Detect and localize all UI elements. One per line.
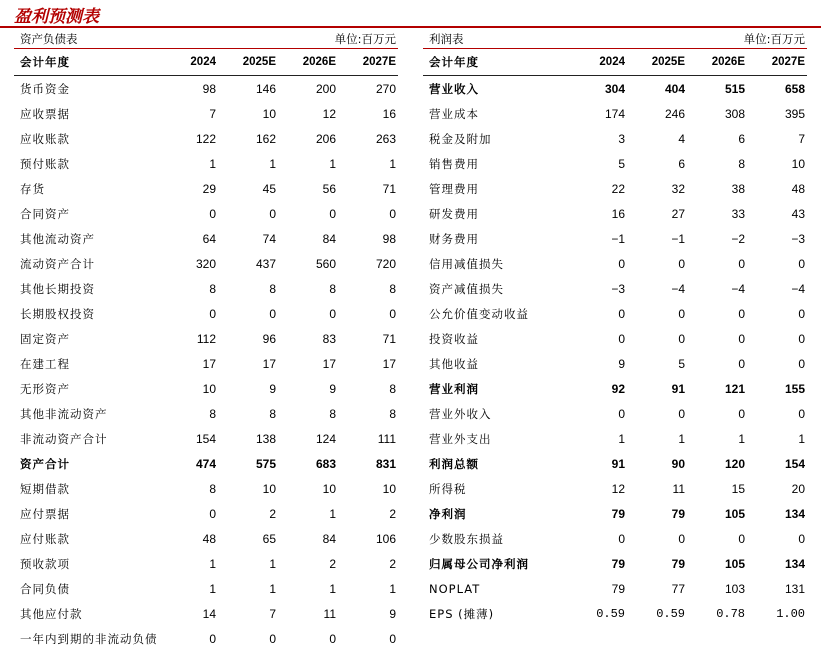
row-value: 12 [611,481,625,496]
row-value: 122 [195,131,216,146]
header-col: 2026E [302,56,336,68]
table-row [14,351,398,376]
row-label: 其他长期投资 [20,281,95,296]
row-value: 0 [738,356,745,371]
row-value: 1 [329,156,336,171]
header-col: 2025E [242,56,276,68]
row-value: 0 [678,406,685,421]
table-row [14,601,398,626]
row-value: 8 [389,406,396,421]
table-row [423,601,807,626]
row-value: 112 [196,331,216,346]
row-value: 8 [209,281,216,296]
income-statement-table [423,28,807,626]
row-value: 120 [724,456,745,471]
table-row [14,376,398,401]
row-label: 营业收入 [429,81,479,96]
row-value: 84 [322,231,336,246]
table-row [423,426,807,451]
table-row [423,176,807,201]
row-value: 20 [791,481,805,496]
table-row [423,576,807,601]
row-label: 营业成本 [429,106,479,121]
caption-label: 资产负债表 [20,32,78,46]
row-value: 2 [269,506,276,521]
row-value: 0 [269,306,276,321]
row-value: 134 [784,556,805,571]
row-value: 8 [738,156,745,171]
row-value: 111 [377,431,396,446]
table-row [14,401,398,426]
row-value: 90 [671,456,685,471]
row-label: 流动资产合计 [20,256,95,271]
row-value: 121 [724,381,745,396]
row-label: 信用减值损失 [429,256,504,271]
row-value: 0 [209,306,216,321]
row-value: 9 [389,606,396,621]
row-value: 5 [678,356,685,371]
row-value: 0 [618,306,625,321]
table-row [423,101,807,126]
row-label: 归属母公司净利润 [429,556,529,571]
row-value: 124 [315,431,336,446]
row-value: 0 [738,531,745,546]
row-value: 0 [798,331,805,346]
row-value: 1 [389,156,396,171]
row-value: 154 [195,431,216,446]
row-value: 154 [784,456,805,471]
row-value: 48 [202,531,216,546]
table-row [14,226,398,251]
row-label: 其他收益 [429,356,479,371]
title-bar [0,0,821,28]
row-value: 3 [618,131,625,146]
table-row [423,201,807,226]
row-value: 206 [315,131,336,146]
table-row [14,526,398,551]
row-value: 4 [678,131,685,146]
row-value: 10 [382,481,396,496]
row-value: 720 [375,256,396,271]
row-value: 8 [209,406,216,421]
row-value: 683 [315,456,336,471]
row-value: 0 [269,206,276,221]
row-value: 29 [202,181,216,196]
row-label: 固定资产 [20,331,70,346]
row-value: 7 [269,606,276,621]
row-value: 92 [611,381,625,396]
row-value: 0 [389,206,396,221]
row-value: 79 [611,556,625,571]
row-value: 270 [375,81,396,96]
row-value: 134 [784,506,805,521]
row-value: 98 [382,231,396,246]
row-label: 存货 [20,181,45,196]
row-value: 6 [678,156,685,171]
table-row [423,376,807,401]
row-value: 7 [798,131,805,146]
row-label: 货币资金 [20,81,70,96]
row-value: 79 [671,556,685,571]
row-label: 资产合计 [20,456,70,471]
header-col: 2026E [711,56,745,68]
unit-label: 单位:百万元 [743,32,805,46]
row-label: 净利润 [429,506,467,521]
row-value: 0 [798,256,805,271]
row-value: 9 [618,356,625,371]
row-value: 0 [618,256,625,271]
header-col: 2024 [599,56,625,68]
row-value: 320 [195,256,216,271]
row-label: 应付票据 [20,506,70,521]
row-value: 17 [262,356,276,371]
table-row [423,301,807,326]
row-value: 0 [738,331,745,346]
row-label: 合同负债 [20,581,70,596]
row-value: 0 [209,506,216,521]
row-value: 0 [389,631,396,646]
row-value: 1.00 [776,606,805,621]
row-value: 1 [329,581,336,596]
row-label: NOPLAT [429,581,481,596]
table-row [14,451,398,476]
row-label: 财务费用 [429,231,479,246]
row-label: 在建工程 [20,356,70,371]
row-label: 少数股东损益 [429,531,504,546]
row-value: 79 [611,581,625,596]
row-value: −1 [611,231,625,246]
row-label: 应收票据 [20,106,70,121]
table-row [423,401,807,426]
row-value: 11 [323,606,336,621]
table-row [423,501,807,526]
row-label: 其他流动资产 [20,231,95,246]
row-label: 长期股权投资 [20,306,95,321]
row-value: 65 [262,531,276,546]
row-value: −4 [731,281,745,296]
row-value: 10 [322,481,336,496]
row-value: 33 [731,206,745,221]
row-value: 0 [618,331,625,346]
row-value: 0 [678,531,685,546]
table-row [14,326,398,351]
row-value: 1 [678,431,685,446]
row-value: 45 [262,181,276,196]
row-value: 71 [382,181,396,196]
row-value: 12 [322,106,336,121]
row-value: 0 [738,406,745,421]
row-value: 10 [791,156,805,171]
row-value: 17 [382,356,396,371]
row-label: 管理费用 [429,181,479,196]
row-value: 831 [375,456,396,471]
row-value: 79 [611,506,625,521]
row-value: 6 [738,131,745,146]
header-row [14,49,398,76]
unit-label: 单位:百万元 [334,32,396,46]
balance-sheet-table [14,28,398,651]
row-label: 一年内到期的非流动负债 [20,631,158,646]
table-row [423,226,807,251]
header-col: 2024 [190,56,216,68]
row-value: 84 [322,531,336,546]
row-value: 131 [784,581,805,596]
row-value: 8 [329,281,336,296]
row-value: 15 [731,481,745,496]
row-value: 79 [671,506,685,521]
table-row [14,476,398,501]
table-row [14,576,398,601]
row-value: 1 [209,556,216,571]
row-label: 营业利润 [429,381,479,396]
table-row [14,501,398,526]
row-value: 64 [202,231,216,246]
row-value: 2 [389,556,396,571]
table-row [14,301,398,326]
row-value: 105 [724,556,745,571]
row-value: 246 [664,106,685,121]
table-row [14,76,398,101]
row-value: 1 [798,431,805,446]
row-value: −3 [611,281,625,296]
row-value: 98 [202,81,216,96]
table-row [423,126,807,151]
row-label: 非流动资产合计 [20,431,108,446]
row-value: 9 [329,381,336,396]
row-value: 0 [798,406,805,421]
row-value: 32 [671,181,685,196]
row-label: 销售费用 [429,156,479,171]
row-label: 营业外支出 [429,431,492,446]
table-row [423,276,807,301]
row-value: 575 [255,456,276,471]
row-value: 7 [209,106,216,121]
row-value: 395 [784,106,805,121]
row-value: 2 [329,556,336,571]
row-label: 公允价值变动收益 [429,306,529,321]
row-value: 0 [209,631,216,646]
row-value: 263 [375,131,396,146]
row-value: 0 [678,331,685,346]
row-value: 2 [389,506,396,521]
row-value: 0 [209,206,216,221]
row-label: 应付账款 [20,531,70,546]
row-value: −2 [731,231,745,246]
row-value: 162 [255,131,276,146]
table-row [423,251,807,276]
row-value: 0 [798,356,805,371]
row-value: 8 [269,406,276,421]
row-value: 0 [389,306,396,321]
row-value: 38 [731,181,745,196]
table-row [14,251,398,276]
row-value: 43 [791,206,805,221]
row-value: 10 [262,481,276,496]
row-value: 11 [672,481,685,496]
row-label: 短期借款 [20,481,70,496]
row-label: 研发费用 [429,206,479,221]
row-value: 14 [202,606,216,621]
row-value: 22 [611,181,625,196]
table-row [14,276,398,301]
row-value: 10 [262,106,276,121]
table-body [423,76,807,626]
row-value: 0 [269,631,276,646]
row-value: 304 [604,81,625,96]
row-label: 利润总额 [429,456,479,471]
row-value: 105 [724,506,745,521]
row-label: 预付账款 [20,156,70,171]
row-value: −4 [791,281,805,296]
table-row [423,351,807,376]
row-value: 515 [724,81,745,96]
row-label: 无形资产 [20,381,70,396]
table-row [423,526,807,551]
row-value: 1 [269,581,276,596]
row-value: 77 [671,581,685,596]
table-row [423,151,807,176]
row-value: 0 [329,631,336,646]
row-value: 10 [202,381,216,396]
row-value: 1 [209,156,216,171]
row-value: 0 [738,256,745,271]
row-value: 17 [322,356,336,371]
row-value: 8 [389,381,396,396]
row-value: 0.78 [716,606,745,621]
row-value: 0 [329,206,336,221]
table-row [423,476,807,501]
row-value: 83 [322,331,336,346]
row-label: 营业外收入 [429,406,492,421]
row-label: 资产减值损失 [429,281,504,296]
row-value: 8 [389,281,396,296]
row-value: −1 [671,231,685,246]
row-value: 155 [784,381,805,396]
row-value: 474 [195,456,216,471]
row-value: 0 [618,531,625,546]
row-value: 106 [375,531,396,546]
table-caption [423,28,807,49]
table-row [423,326,807,351]
table-row [14,176,398,201]
table-row [14,426,398,451]
row-label: 投资收益 [429,331,479,346]
page-title: 盈利预测表 [14,7,99,27]
row-value: 404 [664,81,685,96]
table-row [14,626,398,651]
row-value: 0 [678,306,685,321]
row-value: 0.59 [656,606,685,621]
row-value: 0 [738,306,745,321]
row-value: 71 [382,331,396,346]
row-value: 0.59 [596,606,625,621]
header-col: 2025E [651,56,685,68]
header-row [423,49,807,76]
table-row [423,551,807,576]
row-value: −3 [791,231,805,246]
header-year-label: 会计年度 [20,57,70,69]
row-label: 应收账款 [20,131,70,146]
row-value: 9 [269,381,276,396]
row-value: 1 [618,431,625,446]
table-caption [14,28,398,49]
row-value: 17 [202,356,216,371]
row-value: 0 [798,306,805,321]
row-value: 16 [611,206,625,221]
row-label: 税金及附加 [429,131,492,146]
row-value: 437 [255,256,276,271]
row-value: 8 [209,481,216,496]
row-value: 200 [315,81,336,96]
row-value: 1 [738,431,745,446]
row-value: 0 [678,256,685,271]
row-value: 1 [389,581,396,596]
row-value: 8 [269,281,276,296]
row-value: 8 [329,406,336,421]
row-value: 1 [269,556,276,571]
row-label: 合同资产 [20,206,70,221]
row-value: 1 [269,156,276,171]
row-label: 所得税 [429,481,467,496]
row-value: 5 [618,156,625,171]
row-value: 16 [382,106,396,121]
caption-label: 利润表 [429,32,464,46]
row-value: 1 [209,581,216,596]
row-value: 103 [724,581,745,596]
row-value: 0 [618,406,625,421]
header-col: 2027E [362,56,396,68]
row-label: EPS (摊薄) [429,606,495,621]
header-year-label: 会计年度 [429,57,479,69]
table-row [423,76,807,101]
table-body [14,76,398,651]
table-row [14,201,398,226]
row-value: 27 [671,206,685,221]
table-row [423,451,807,476]
table-row [14,126,398,151]
table-row [14,151,398,176]
row-value: 1 [329,506,336,521]
row-value: 658 [784,81,805,96]
row-label: 其他非流动资产 [20,406,108,421]
row-value: 0 [329,306,336,321]
row-value: −4 [671,281,685,296]
header-col: 2027E [771,56,805,68]
row-value: 146 [255,81,276,96]
row-value: 56 [322,181,336,196]
table-row [14,551,398,576]
row-value: 138 [255,431,276,446]
row-value: 74 [262,231,276,246]
row-value: 308 [724,106,745,121]
row-value: 560 [315,256,336,271]
row-value: 96 [262,331,276,346]
row-label: 预收款项 [20,556,70,571]
table-row [14,101,398,126]
row-value: 0 [798,531,805,546]
row-value: 91 [671,381,685,396]
row-value: 48 [791,181,805,196]
row-value: 174 [604,106,625,121]
row-label: 其他应付款 [20,606,83,621]
row-value: 91 [611,456,625,471]
